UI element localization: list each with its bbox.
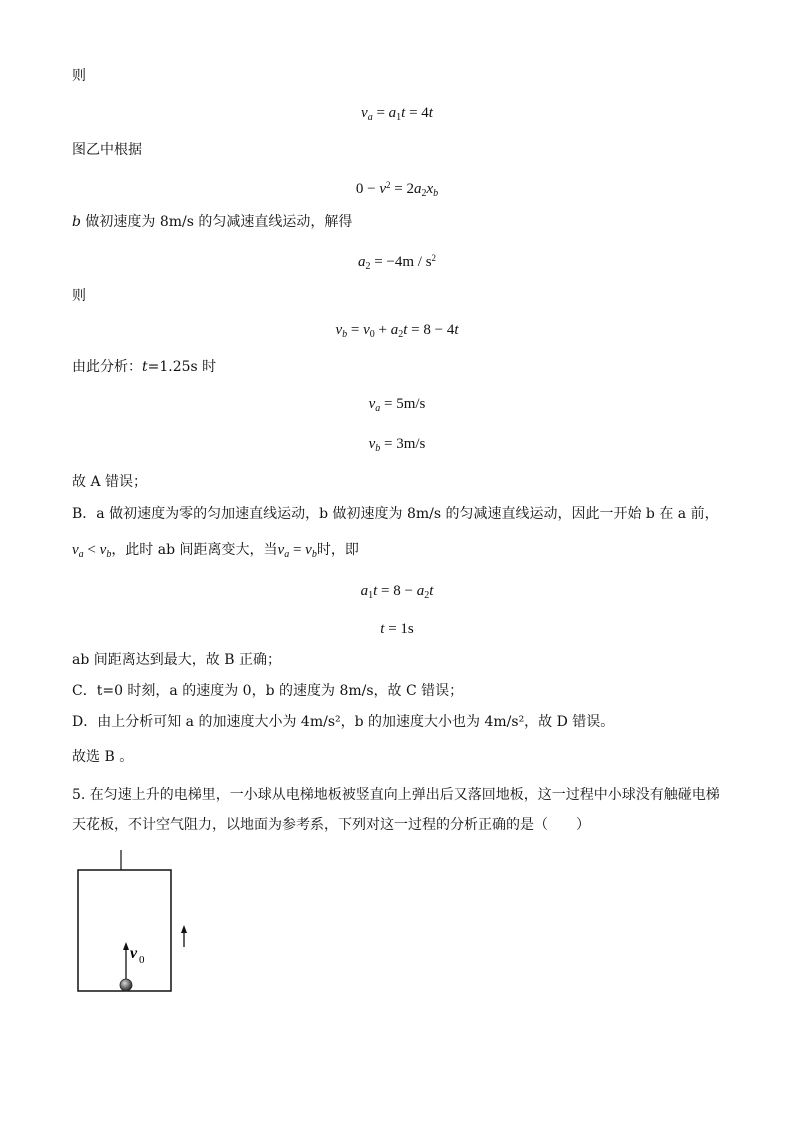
formula-kinematics: $0 - v^2 = 2a_2x_b$ [355,180,439,199]
b-motion-text: 做初速度为 8m/s 的匀减速直线运动，解得 [85,214,353,230]
elevator-svg [70,845,210,1005]
text-ab-max: ab 间距离达到最大，故 B 正确； [72,652,281,668]
velocity-subscript: 0 [139,954,145,966]
formula-vb-value: $v_b = 3m/s$ [368,436,426,454]
analysis-rest: =1.25s 时 [147,359,217,375]
elevator-car [78,870,171,991]
velocity-label: v [130,945,138,962]
text-option-a: 故 A 错误； [72,474,148,490]
text-answer: 故选 B 。 [72,749,134,765]
text-ze-2: 则 [72,288,86,304]
text-analysis [72,358,216,376]
formula-eq1: $a_1t = 8 - a_2t$ [360,583,434,601]
text-b-motion [72,213,352,231]
text-ze-1: 则 [72,68,86,84]
b-variable: b [72,214,81,230]
option-b-end: 时，即 [316,542,359,558]
text-option-b-2 [72,541,359,564]
option-b-mid: ，此时 ab 间距离变大，当 [111,542,278,558]
text-option-b-1: B．a 做初速度为零的匀加速直线运动，b 做初速度为 8m/s 的匀减速直线运动，因此一开始 b 在 a 前， [72,506,719,522]
question-5-line-1: 5. 在匀速上升的电梯里，一小球从电梯地板被竖直向上弹出后又落回地板，这一过程中小球没有触碰电梯 [72,787,720,803]
ball [120,979,132,991]
question-5-line-2: 天花板，不计空气阻力，以地面为参考系，下列对这一过程的分析正确的是（ ） [72,817,590,833]
formula-a2: $a_2 = -4m / s^2$ [357,253,437,272]
condition-va-lt-vb: $v_a < v_b$ [72,542,112,560]
elevator-diagram [70,845,210,1009]
formula-va: $v_a = a_1t = 4t$ [361,105,433,123]
text-tuyi: 图乙中根据 [72,142,142,158]
analysis-prefix: 由此分析： [72,359,142,375]
analysis-t: t [142,359,148,375]
formula-eq2: t = 1s [380,621,414,637]
formula-va-value: $v_a = 5m/s$ [368,396,426,414]
text-option-c: C．t=0 时刻，a 的速度为 0，b 的速度为 8m/s，故 C 错误； [72,683,464,699]
elevator-motion-arrowhead [181,925,187,933]
text-option-d: D．由上分析可知 a 的加速度大小为 4m/s²，b 的加速度大小也为 4m/s²，故 D 错误。 [72,714,615,730]
formula-vb: $v_b = v_0 + a_2t = 8 - 4t$ [335,322,459,340]
ball-velocity-arrowhead [123,942,129,950]
condition-va-eq-vb: $v_a = v_b$ [277,542,317,560]
